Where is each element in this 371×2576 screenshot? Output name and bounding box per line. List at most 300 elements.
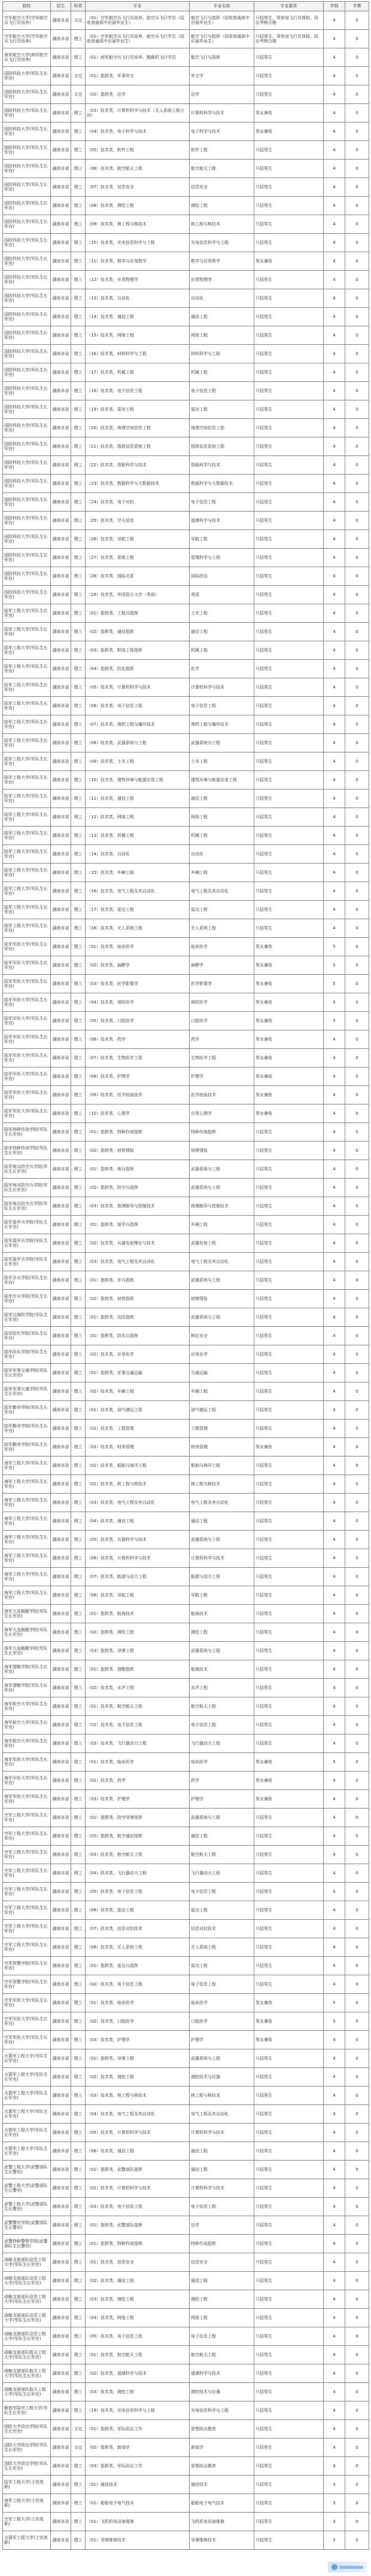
cell-notes: 只招男生: [254, 1642, 324, 1660]
cell-type: 理工: [71, 1883, 86, 1901]
cell-type: 理工: [71, 1216, 86, 1234]
cell-type: 理工: [71, 141, 86, 160]
cell-type: 理工: [71, 1197, 86, 1216]
cell-school: 战略支援部队航天工程大学(军队生长军官): [3, 2346, 51, 2364]
cell-province: 湖南本省: [51, 1586, 71, 1605]
cell-degree: 4: [324, 2179, 345, 2198]
cell-province: 湖南本省: [51, 1975, 71, 1994]
cell-degree: 4: [324, 1957, 345, 1975]
cell-school: 国防科技大学(军队生长军官): [3, 215, 51, 234]
cell-type: 理工: [71, 1160, 86, 1179]
site-watermark: [328, 2562, 366, 2572]
cell-major: （02）指挥类，新闻学: [86, 2439, 190, 2457]
cell-province: 湖南本省: [51, 734, 71, 752]
cell-notes: 只招男生: [254, 197, 324, 215]
cell-province: 湖南本省: [51, 1920, 71, 1938]
cell-notes: 只招男生: [254, 1290, 324, 1308]
cell-school: 国防科技大学(军队生长军官): [3, 160, 51, 178]
cell-degree: 4: [324, 1345, 345, 1364]
cell-province: 湖南本省: [51, 678, 71, 697]
cell-province: 湖南本省: [51, 901, 71, 919]
cell-plan: 0: [345, 734, 369, 752]
cell-degree: 4: [324, 345, 345, 363]
cell-notes: 只招男生: [254, 1660, 324, 1679]
cell-plan: 0: [345, 85, 369, 104]
cell-notes: 只招男生: [254, 2253, 324, 2272]
cell-province: 湖南本省: [51, 1549, 71, 1568]
cell-type: 理工: [71, 2494, 86, 2513]
table-row: [3, 252, 369, 271]
cell-field: 侦察情报: [190, 1142, 254, 1160]
cell-type: 理工: [71, 1494, 86, 1512]
cell-field: 核工程与核技术: [190, 1475, 254, 1494]
cell-notes: 只招男生: [254, 1494, 324, 1512]
cell-major: （05）技术类，口腔医学: [86, 1012, 190, 1030]
cell-type: 理工: [71, 1123, 86, 1142]
table-row: [3, 2105, 369, 2124]
table-row: [3, 919, 369, 938]
cell-major: （07）技术类，能源与动力工程: [86, 1568, 190, 1586]
cell-school: 战略支援部队信息工程大学(军队生长军官): [3, 2272, 51, 2290]
cell-school: 空军工程大学(军队生长军官): [3, 1883, 51, 1901]
cell-province: 湖南本省: [51, 1234, 71, 1253]
table-row: [3, 715, 369, 734]
table-row: [3, 2476, 369, 2494]
cell-major: （02）技术类，口腔医学: [86, 2012, 190, 2031]
cell-type: 理工: [71, 2179, 86, 2198]
cell-province: 湖南本省: [51, 1327, 71, 1345]
cell-field: 思想政治教育: [190, 2457, 254, 2476]
cell-type: 理工: [71, 2346, 86, 2364]
cell-school: 火箭军工程大学(军队生长军官): [3, 2105, 51, 2124]
cell-plan: 0: [345, 30, 369, 48]
cell-school: 国防科技大学(军队生长军官): [3, 197, 51, 215]
cell-major: （10）技术类，建筑环境与能源应用工程: [86, 771, 190, 790]
cell-plan: 0: [345, 1327, 369, 1345]
cell-notes: 只招男生: [254, 67, 324, 85]
cell-school: 战略支援部队信息工程大学(军队生长军官): [3, 2253, 51, 2272]
table-row: [3, 2142, 369, 2161]
cell-major: （03）技术类，探测制导与控制技术: [86, 1197, 190, 1216]
cell-type: 理工: [71, 123, 86, 141]
cell-notes: 只招男生: [254, 1216, 324, 1234]
cell-field: 特种作战指挥: [190, 1123, 254, 1142]
cell-field: 指挥信息系统工程: [190, 438, 254, 456]
cell-degree: 4: [324, 2105, 345, 2124]
cell-school: 陆军炮兵防空兵学院(军队生长军官): [3, 1179, 51, 1197]
cell-plan: 0: [345, 623, 369, 641]
cell-field: 电子信息工程: [190, 2327, 254, 2346]
cell-field: 测控技术与仪器: [190, 2383, 254, 2401]
cell-degree: 4: [324, 1660, 345, 1679]
cell-degree: 4: [324, 1512, 345, 1531]
cell-degree: 4: [324, 1920, 345, 1938]
cell-school: 火箭军工程大学(军队生长军官): [3, 2068, 51, 2087]
cell-plan: 0: [345, 512, 369, 530]
cell-province: 湖南本省: [51, 160, 71, 178]
cell-plan: 0: [345, 326, 369, 345]
cell-field: 电子信息工程: [190, 1975, 254, 1994]
table-row: [3, 2087, 369, 2105]
cell-notes: 只招男生: [254, 289, 324, 308]
cell-degree: 4: [324, 604, 345, 623]
cell-field: 武器系统与工程: [190, 1531, 254, 1549]
cell-school: 陆军勤务学院(军队生长军官): [3, 1419, 51, 1438]
cell-notes: 只招男生: [254, 604, 324, 623]
cell-type: 理工: [71, 1697, 86, 1716]
table-row: [3, 400, 369, 419]
cell-notes: 只招男生: [254, 1234, 324, 1253]
cell-type: 理工: [71, 1438, 86, 1457]
cell-field: 雷达工程: [190, 400, 254, 419]
cell-type: 理工: [71, 2049, 86, 2068]
cell-major: （03）指挥类，军队政治工作: [86, 2457, 190, 2476]
cell-notes: 只招男生: [254, 234, 324, 252]
cell-plan: 0: [345, 1809, 369, 1827]
cell-major: （04）技术类，电子科学与技术: [86, 123, 190, 141]
cell-major: （05）技术类，兵器科学与技术: [86, 1531, 190, 1549]
cell-degree: 4: [324, 326, 345, 345]
cell-plan: 0: [345, 2124, 369, 2142]
cell-major: （16）技术类，电气工程及其自动化: [86, 882, 190, 901]
cell-type: 理工: [71, 2476, 86, 2494]
cell-field: 交通运输: [190, 1364, 254, 1382]
cell-plan: 0: [345, 2235, 369, 2253]
cell-type: 理工: [71, 1290, 86, 1308]
cell-province: 湖南本省: [51, 1012, 71, 1030]
cell-type: 理工: [71, 197, 86, 215]
cell-plan: 0: [345, 1697, 369, 1716]
cell-degree: 5: [324, 1753, 345, 1772]
table-row: [3, 2346, 369, 2364]
cell-field: 电子信息工程: [190, 382, 254, 400]
table-row: [3, 1734, 369, 1753]
cell-notes: 只招男生: [254, 1364, 324, 1382]
cell-plan: 0: [345, 2476, 369, 2494]
cell-province: 湖南本省: [51, 438, 71, 456]
table-row: [3, 2198, 369, 2216]
cell-school: 国防科技大学(军队生长军官): [3, 345, 51, 363]
cell-type: 理工: [71, 326, 86, 345]
cell-field: 护理学: [190, 2031, 254, 2049]
cell-degree: 4: [324, 2457, 345, 2476]
cell-province: 湖南本省: [51, 197, 71, 215]
cell-field: 预防医学: [190, 993, 254, 1012]
cell-notes: 只招男生: [254, 641, 324, 660]
cell-field: 医学检验技术: [190, 1086, 254, 1105]
table-row: [3, 2253, 369, 2272]
cell-field: 航空飞行与指挥: [190, 48, 254, 67]
cell-degree: 4: [324, 1827, 345, 1846]
cell-plan: 0: [345, 1234, 369, 1253]
cell-field: 武器发射工程: [190, 1234, 254, 1253]
cell-plan: 0: [345, 2457, 369, 2476]
cell-field: 土木工程: [190, 752, 254, 771]
table-row: [3, 530, 369, 549]
cell-province: 湖南本省: [51, 2124, 71, 2142]
cell-province: 湖南本省: [51, 641, 71, 660]
cell-type: 理工: [71, 2513, 86, 2531]
cell-type: 理工: [71, 734, 86, 752]
cell-major: （02）技术类，工程管理: [86, 1419, 190, 1438]
table-row: [3, 160, 369, 178]
cell-notes: 只招男生: [254, 2457, 324, 2476]
cell-school: 陆军工程大学(军队生长军官): [3, 715, 51, 734]
cell-plan: 0: [345, 1753, 369, 1772]
cell-province: 湖南本省: [51, 2272, 71, 2290]
table-row: [3, 827, 369, 845]
cell-degree: 4: [324, 215, 345, 234]
cell-province: 湖南本省: [51, 2235, 71, 2253]
cell-province: 湖南本省: [51, 567, 71, 586]
cell-degree: 4: [324, 1160, 345, 1179]
cell-degree: 4: [324, 734, 345, 752]
cell-major: （01）指挥类，防空导弹指挥: [86, 1809, 190, 1827]
cell-province: 湖南本省: [51, 1253, 71, 1271]
header-major: 专业: [86, 2, 190, 11]
cell-type: 理工: [71, 1419, 86, 1438]
cell-notes: 只招男生: [254, 215, 324, 234]
cell-field: 油气储运工程: [190, 1401, 254, 1419]
cell-notes: 只招男生: [254, 1308, 324, 1327]
cell-field: 弹药工程与爆炸技术: [190, 715, 254, 734]
cell-field: 通信工程: [190, 2142, 254, 2161]
cell-plan: 0: [345, 2142, 369, 2161]
cell-school: 空军预警学院(军队生长军官): [3, 1957, 51, 1975]
cell-school: 海军军医大学(军队生长军官): [3, 1753, 51, 1772]
cell-type: 理工: [71, 660, 86, 678]
cell-notes: 男女兼收: [254, 1790, 324, 1809]
cell-field: 导航工程: [190, 530, 254, 549]
cell-degree: 4: [324, 1253, 345, 1271]
cell-major: （03）技术类，电气工程及其自动化: [86, 1253, 190, 1271]
cell-field: 智能科学与技术: [190, 456, 254, 475]
cell-plan: 0: [345, 1030, 369, 1049]
cell-province: 湖南本省: [51, 419, 71, 438]
cell-notes: 只招男生: [254, 1401, 324, 1419]
cell-major: （12）技术类，应用物理学: [86, 271, 190, 289]
cell-degree: 4: [324, 1772, 345, 1790]
header-field: 专业名称: [190, 2, 254, 11]
cell-type: 理工: [71, 1549, 86, 1568]
cell-major: （10）技术类，心理学: [86, 1105, 190, 1123]
table-row: [3, 1809, 369, 1827]
cell-type: 理工: [71, 1067, 86, 1086]
cell-major: （01）指挥类，军队政治工作: [86, 2420, 190, 2439]
cell-plan: 0: [345, 845, 369, 864]
table-row: [3, 586, 369, 604]
cell-plan: 0: [345, 2309, 369, 2327]
cell-field: 电气工程及其自动化: [190, 1494, 254, 1512]
cell-plan: 0: [345, 2049, 369, 2068]
table-row: [3, 271, 369, 289]
cell-notes: 男女兼收: [254, 1105, 324, 1123]
table-row: [3, 1975, 369, 1994]
cell-notes: 只招男生: [254, 382, 324, 400]
cell-school: 陆军工程大学(军队生长军官): [3, 827, 51, 845]
cell-type: 文史: [71, 2439, 86, 2457]
cell-plan: 0: [345, 438, 369, 456]
cell-type: 理工: [71, 456, 86, 475]
cell-type: 理工: [71, 178, 86, 197]
cell-major: （28）技术类，国际关系: [86, 567, 190, 586]
cell-type: 理工: [71, 641, 86, 660]
cell-major: （06）技术类，航空航天工程: [86, 160, 190, 178]
cell-school: 陆军工程大学(军队生长军官): [3, 660, 51, 678]
cell-major: （03）技术类，飞行器动力工程: [86, 1734, 190, 1753]
cell-major: （01）指挥类，武警部队指挥: [86, 2216, 190, 2235]
cell-notes: 男女兼收: [254, 1753, 324, 1772]
cell-plan: 0: [345, 1568, 369, 1586]
cell-notes: 只招男生: [254, 2216, 324, 2235]
table-row: [3, 1512, 369, 1531]
table-body: [3, 11, 369, 2550]
table-row: [3, 2290, 369, 2309]
cell-type: 理工: [71, 1846, 86, 1864]
cell-field: 电子信息工程: [190, 697, 254, 715]
table-row: [3, 475, 369, 493]
cell-province: 湖南本省: [51, 308, 71, 326]
cell-school: 陆军步兵学院(军队生长军官): [3, 1290, 51, 1308]
cell-plan: 0: [345, 1457, 369, 1475]
cell-field: 信息安全: [190, 2253, 254, 2272]
cell-school: 陆军工程大学(军队生长军官): [3, 678, 51, 697]
cell-plan: 0: [345, 1883, 369, 1901]
cell-field: 外交学: [190, 67, 254, 85]
cell-school: 国防科技大学(军队生长军官): [3, 67, 51, 85]
cell-field: 遥感科学与技术: [190, 512, 254, 530]
cell-school: 陆军军医大学(军队生长军官): [3, 1105, 51, 1123]
table-row: [3, 1457, 369, 1475]
table-row: [3, 2179, 369, 2198]
cell-degree: 5: [324, 975, 345, 993]
cell-type: 理工: [71, 1957, 86, 1975]
table-row: [3, 1123, 369, 1142]
cell-major: （06）技术类，电子信息工程: [86, 697, 190, 715]
cell-province: 湖南本省: [51, 2401, 71, 2420]
cell-major: （19）技术类，光电信息科学与工程: [86, 2401, 190, 2420]
cell-degree: 4: [324, 1364, 345, 1382]
cell-major: （29）技术类，外国语言文学（英语）: [86, 586, 190, 604]
cell-major: （03）技术类，计算机科学与技术（无人系统工程方向）: [86, 104, 190, 123]
cell-notes: 只招男生: [254, 530, 324, 549]
cell-plan: 0: [345, 919, 369, 938]
cell-field: 临床医学: [190, 938, 254, 956]
cell-plan: 0: [345, 771, 369, 790]
cell-major: （03）指挥类，野战工程指挥: [86, 641, 190, 660]
cell-province: 湖南本省: [51, 697, 71, 715]
cell-field: 管理科学与工程: [190, 549, 254, 567]
cell-province: 湖南本省: [51, 2439, 71, 2457]
cell-type: 理工: [71, 771, 86, 790]
cell-degree: 4: [324, 1975, 345, 1994]
cell-degree: 4: [324, 1290, 345, 1308]
cell-school: 火箭军工程大学(军队生长军官): [3, 2142, 51, 2161]
cell-notes: 只招男生: [254, 1160, 324, 1179]
cell-degree: 4: [324, 2087, 345, 2105]
cell-type: 理工: [71, 419, 86, 438]
cell-province: 湖南本省: [51, 864, 71, 882]
cell-field: 临床医学: [190, 1994, 254, 2012]
cell-notes: 男女兼收: [254, 123, 324, 141]
cell-notes: 只招男生: [254, 2401, 324, 2420]
cell-province: 湖南本省: [51, 1142, 71, 1160]
cell-major: （01）指挥类，步兵指挥: [86, 1271, 190, 1290]
cell-province: 湖南本省: [51, 1753, 71, 1772]
cell-degree: 3: [324, 2513, 345, 2531]
cell-school: 海军大连舰艇学院(军队生长军官): [3, 1623, 51, 1642]
cell-type: 理工: [71, 1586, 86, 1605]
cell-type: 理工: [71, 30, 86, 48]
cell-degree: 4: [324, 1419, 345, 1438]
header-degree: 学制: [324, 2, 345, 11]
cell-type: 理工: [71, 1475, 86, 1494]
cell-degree: 4: [324, 2401, 345, 2420]
cell-degree: 4: [324, 1901, 345, 1920]
cell-type: 理工: [71, 1790, 86, 1809]
table-row: [3, 178, 369, 197]
cell-field: 护理学: [190, 1790, 254, 1809]
cell-type: 理工: [71, 919, 86, 938]
cell-type: 理工: [71, 1142, 86, 1160]
cell-major: （03）指挥类，导弹工程: [86, 1642, 190, 1660]
table-row: [3, 1105, 369, 1123]
cell-province: 湖南本省: [51, 975, 71, 993]
cell-province: 湖南本省: [51, 178, 71, 197]
cell-major: （26）技术类，导航工程: [86, 530, 190, 549]
cell-plan: 0: [345, 308, 369, 326]
cell-degree: 4: [324, 363, 345, 382]
cell-notes: 只招男生: [254, 160, 324, 178]
table-row: [3, 345, 369, 363]
cell-notes: 只招男生: [254, 1271, 324, 1290]
cell-degree: 4: [324, 11, 345, 30]
cell-plan: 0: [345, 864, 369, 882]
table-row: [3, 326, 369, 345]
table-row: [3, 697, 369, 715]
cell-plan: 0: [345, 1772, 369, 1790]
cell-plan: 0: [345, 2346, 369, 2364]
cell-major: （14）技术类，通信工程: [86, 308, 190, 326]
cell-province: 湖南本省: [51, 289, 71, 308]
table-row: [3, 2439, 369, 2457]
cell-degree: 4: [324, 1642, 345, 1660]
table-row: [3, 1716, 369, 1734]
cell-school: 海军工程大学(军队生长军官): [3, 1549, 51, 1568]
cell-plan: 0: [345, 2531, 369, 2550]
table-row: [3, 2161, 369, 2179]
cell-degree: 4: [324, 808, 345, 827]
cell-major: （06）技术类，药学: [86, 1030, 190, 1049]
cell-degree: 4: [324, 660, 345, 678]
table-row: [3, 1290, 369, 1308]
cell-major: （01）指挥类，特种作战指挥: [86, 2235, 190, 2253]
cell-field: 核工程与核技术: [190, 2087, 254, 2105]
cell-type: 理工: [71, 160, 86, 178]
cell-degree: 4: [324, 2124, 345, 2142]
cell-plan: 0: [345, 1160, 369, 1179]
cell-major: （03）技术类，电气工程及其自动化: [86, 1494, 190, 1512]
cell-major: （09）技术类，土木工程: [86, 752, 190, 771]
cell-type: 理工: [71, 234, 86, 252]
cell-field: 武器系统与工程: [190, 1271, 254, 1290]
cell-plan: 0: [345, 419, 369, 438]
cell-province: 湖南本省: [51, 845, 71, 864]
table-row: [3, 512, 369, 530]
cell-type: 理工: [71, 2253, 86, 2272]
cell-major: （02）指挥类，侦察指挥: [86, 1290, 190, 1308]
cell-province: 湖南本省: [51, 1290, 71, 1308]
